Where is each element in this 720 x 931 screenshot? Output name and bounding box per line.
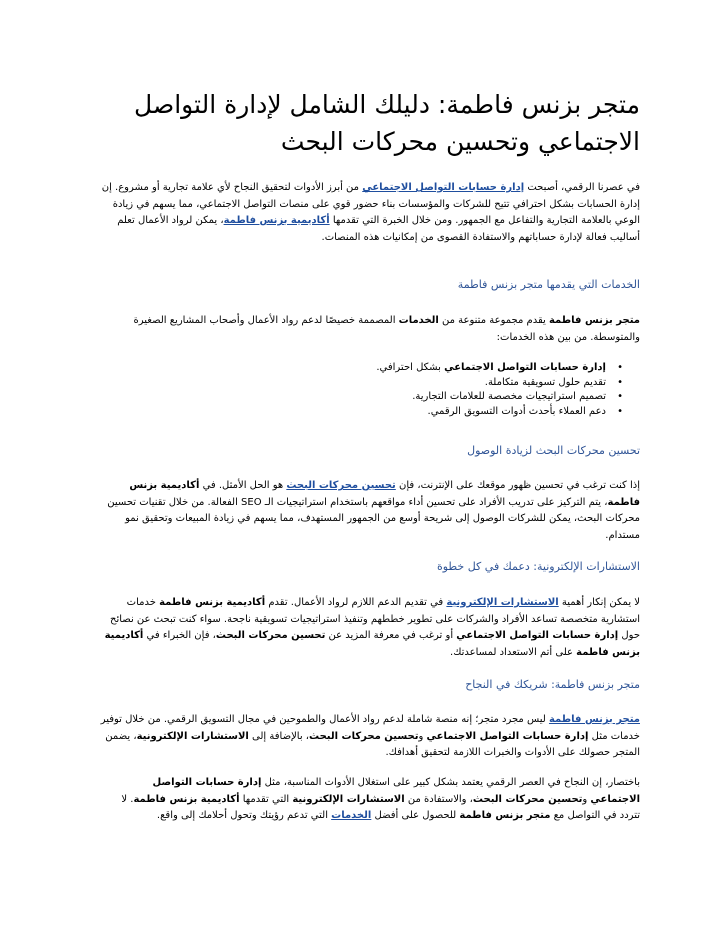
intro-text-1: في عصرنا الرقمي، أصبحت (524, 182, 640, 193)
academy-bold: أكاديمية بزنس فاطمة (129, 480, 640, 508)
partner-section (100, 677, 640, 693)
e-consultations-link[interactable]: الاستشارات الإلكترونية (446, 597, 559, 608)
partner-paragraph-1 (100, 712, 640, 762)
services-heading: الخدمات التي يقدمها متجر بزنس فاطمة (457, 278, 640, 291)
conclusion-text-6: للحصول على أفضل (371, 810, 460, 821)
store-name-bold: متجر بزنس فاطمة (459, 810, 551, 821)
title-line-2: الاجتماعي وتحسين محركات البحث (280, 127, 640, 156)
social-mgmt-bold: إدارة حسابات التواصل الاجتماعي (456, 630, 619, 641)
list-item (100, 390, 610, 405)
partner-text-3: ، بالإضافة إلى (248, 730, 310, 742)
seo-section (100, 443, 640, 459)
intro-text-2: من أبرز الأدوات لتحقيق النجاح لأي علامة تجارية أو مشروع. إن إدارة الحسابات بشكل احترافي تتيح للشركات والمؤسسات بناء حضور قوي على منصات التواصل الاجتماعي، مما يسهم في زيادة الوعي بالعلامة التجارية والتفاعل مع الجمهور. ومن خلال الخبرة التي تقدمها (101, 182, 640, 226)
document-title (60, 86, 640, 160)
seo-paragraph (100, 478, 640, 544)
partner-body-1 (100, 712, 640, 762)
social-mgmt-bold: إدارة حسابات التواصل الاجتماعي (426, 730, 589, 742)
consult-body (100, 595, 640, 661)
intro-text-3: ، يمكن لرواد الأعمال تعلم أساليب فعالة لإدارة حساباتهم والاستفادة القصوى من إمكانيات هذه المنصات. (117, 215, 640, 243)
seo-link[interactable]: تحسين محركات البحث (286, 480, 396, 491)
services-word-bold: الخدمات (398, 315, 439, 326)
intro-section (100, 180, 640, 246)
seo-heading: تحسين محركات البحث لزيادة الوصول (467, 444, 640, 457)
seo-body (100, 478, 640, 544)
academy-bold: أكاديمية بزنس فاطمة (104, 630, 640, 658)
academy-bold: أكاديمية بزنس فاطمة (159, 597, 266, 608)
partner-text-1: ليس مجرد متجر؛ إنه منصة شاملة لدعم رواد الأعمال والطموحين في مجال التسويق الرقمي. من خلال توفير خدمات مثل (100, 714, 640, 742)
seo-text-1: إذا كنت ترغب في تحسين ظهور موقعك على الإنترنت، فإن (395, 480, 640, 491)
seo-text-3: ، يتم التركيز على تدريب الأفراد على تحسين أداء مواقعهم باستخدام استراتيجيات الـ SEO الفعالة. من خلال تقنيات تحسين محركات البحث، يمكن للشركات الوصول إلى شريحة أوسع من الجمهور المستهدف، مما يسهم في زيادة المبيعات وتحقيق نمو مستدام. (107, 496, 640, 541)
list-item (100, 376, 610, 391)
e-consult-bold: الاستشارات الإلكترونية (292, 793, 405, 805)
store-name-bold: متجر بزنس فاطمة (548, 315, 640, 326)
consult-text-2: في تقديم الدعم اللازم لرواد الأعمال. تقدم (265, 597, 447, 608)
consult-text-1: لا يمكن إنكار أهمية (558, 597, 640, 608)
partner-body-2 (100, 775, 640, 825)
list-item-bold: إدارة حسابات التواصل الاجتماعي (444, 362, 606, 373)
services-list-wrap (100, 361, 624, 420)
social-media-management-link[interactable]: إدارة حسابات التواصل الاجتماعي (362, 182, 525, 193)
social-mgmt-bold: إدارة حسابات التواصل الاجتماعي (152, 777, 640, 805)
partner-heading: متجر بزنس فاطمة: شريكك في النجاح (465, 678, 640, 691)
list-item-text: تصميم استراتيجيات مخصصة للعلامات التجارية. (412, 391, 606, 403)
consult-paragraph (100, 595, 640, 661)
services-paragraph (100, 313, 640, 346)
intro-paragraph (100, 180, 640, 246)
e-consult-bold: الاستشارات الإلكترونية (136, 730, 249, 742)
seo-bold: تحسين محركات البحث (472, 793, 583, 805)
academy-bold: أكاديمية بزنس فاطمة (133, 793, 240, 805)
list-item (100, 405, 610, 420)
seo-bold: تحسين محركات البحث (215, 630, 326, 641)
conclusion-text-5: . لا تتردد في التواصل مع (121, 793, 640, 821)
services-link[interactable]: الخدمات (331, 810, 372, 821)
services-text-1: يقدم مجموعة متنوعة من (438, 315, 549, 326)
seo-bold: تحسين محركات البحث (309, 730, 419, 742)
list-item (100, 361, 610, 376)
consult-text-4: أو ترغب في معرفة المزيد عن (325, 630, 457, 641)
list-item-text: تقديم حلول تسويقية متكاملة. (484, 376, 606, 388)
conclusion-text-2: و (582, 793, 591, 805)
conclusion-text-3: ، والاستفادة من (404, 793, 473, 805)
services-text-2: المصممة خصيصًا لدعم رواد الأعمال وأصحاب المشاريع الصغيرة والمتوسطة. من بين هذه الخدمات: (133, 315, 640, 343)
partner-text-2: و (418, 730, 427, 742)
conclusion-text-4: التي تقدمها (239, 793, 293, 805)
services-list (100, 361, 624, 420)
conclusion-text-1: باختصار، إن النجاح في العصر الرقمي يعتمد بشكل كبير على استغلال الأدوات المناسبة، مثل (261, 777, 640, 788)
list-item-text: بشكل احترافي. (376, 362, 445, 373)
consult-section (100, 559, 640, 575)
services-body (100, 313, 640, 346)
seo-text-2: هو الحل الأمثل. في (199, 480, 287, 491)
title-line-1: متجر بزنس فاطمة: دليلك الشامل لإدارة التواصل (134, 90, 640, 119)
list-item-text: دعم العملاء بأحدث أدوات التسويق الرقمي. (427, 406, 606, 418)
services-section (100, 277, 640, 293)
conclusion-paragraph (100, 775, 640, 825)
academy-link[interactable]: أكاديمية بزنس فاطمة (223, 215, 330, 226)
conclusion-text-7: التي تدعم رؤيتك وتحول أحلامك إلى واقع. (156, 810, 332, 821)
consult-text-5: ، فإن الخبراء في (143, 630, 216, 641)
consult-text-3: خدمات استشارية متخصصة تساعد الأفراد والشركات على تطوير خططهم وتنفيذ استراتيجيات تسويقية ناجحة. سواء كنت تبحث عن نصائح حول (110, 597, 640, 641)
partner-text-4: ، يضمن المتجر حصولك على الأدوات والخبرات اللازمة لتحقيق أهدافك. (105, 730, 640, 758)
store-link[interactable]: متجر بزنس فاطمة (548, 714, 640, 725)
consult-text-6: على أتم الاستعداد لمساعدتك. (450, 646, 577, 658)
consult-heading: الاستشارات الإلكترونية: دعمك في كل خطوة (436, 560, 640, 573)
